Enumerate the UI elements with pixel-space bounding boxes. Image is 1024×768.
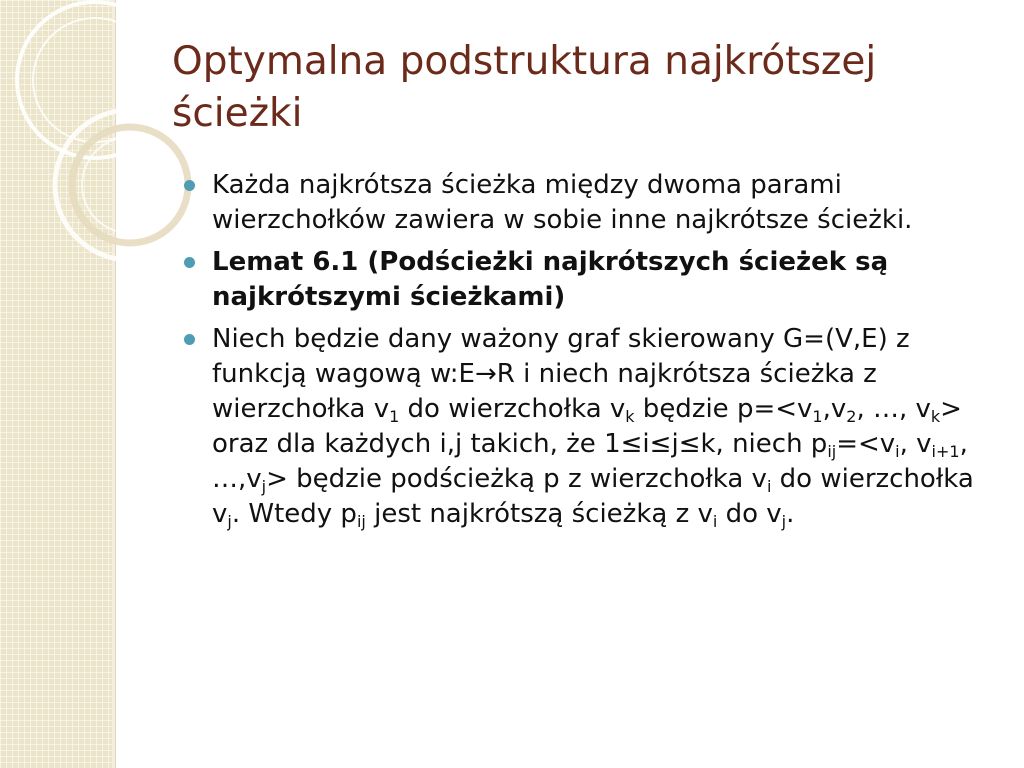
text-run: . (786, 499, 795, 529)
text-run: > będzie podścieżką p z wierzchołka v (266, 464, 767, 494)
text-run: i (642, 429, 650, 459)
subscript: i (712, 512, 718, 531)
bullet-item-3 (184, 322, 994, 532)
subscript: i+1 (931, 442, 960, 461)
text-run: k, niech p (700, 429, 828, 459)
text-run: =<v (836, 429, 896, 459)
bullet-1-text: Każda najkrótsza ścieżka między dwoma parami wierzchołków zawiera w sobie inne najkrótsze ścieżki. (212, 170, 913, 235)
subscript: ij (827, 442, 837, 461)
text-run: Niech będzie dany ważony graf skierowany G=(V,E) z funkcją wagową w:E (212, 324, 910, 389)
text-run: jest najkrótszą ścieżką z v (365, 499, 713, 529)
arrow-symbol: → (474, 359, 497, 389)
text-run: do v (717, 499, 782, 529)
subscript: i (766, 477, 772, 496)
text-run: R i niech najkrótsza ścieżka z wierzchołka v (212, 359, 877, 424)
bullet-dot-icon (184, 180, 195, 191)
bullet-list (184, 168, 994, 539)
bullet-dot-icon (184, 334, 195, 345)
text-run: . Wtedy p (231, 499, 357, 529)
text-run: j (671, 429, 679, 459)
subscript: j (781, 512, 787, 531)
text-run: , …, v (856, 394, 931, 424)
bullet-item-1 (184, 168, 994, 238)
subscript: 1 (812, 407, 823, 426)
text-run: do wierzchołka v (399, 394, 626, 424)
le-symbol: ≤ (620, 429, 643, 459)
text-run: ,v (822, 394, 847, 424)
subscript: j (261, 477, 267, 496)
subscript: 1 (389, 407, 400, 426)
le-symbol: ≤ (649, 429, 672, 459)
subscript: ij (356, 512, 366, 531)
slide-title: Optymalna podstruktura najkrótszej ścieżki (172, 39, 877, 136)
text-run: , v (899, 429, 932, 459)
subscript: k (625, 407, 635, 426)
bullet-2-text: Lemat 6.1 (Podścieżki najkrótszych ścieżek są najkrótszymi ścieżkami) (212, 247, 889, 312)
subscript: k (930, 407, 941, 426)
subscript: 2 (846, 407, 857, 426)
subscript: j (227, 512, 232, 531)
bullet-dot-icon (184, 257, 195, 268)
bullet-3-text (212, 324, 974, 529)
text-run: > oraz dla każdych i,j takich, że 1 (212, 394, 962, 459)
bullet-item-2 (184, 245, 994, 315)
text-run: będzie p=<v (634, 394, 813, 424)
subscript: i (895, 442, 900, 461)
le-symbol: ≤ (678, 429, 701, 459)
concentric-circles-decoration (0, 0, 200, 320)
text-run: , …,v (212, 429, 968, 494)
text-run: do wierzchołka v (212, 464, 974, 529)
